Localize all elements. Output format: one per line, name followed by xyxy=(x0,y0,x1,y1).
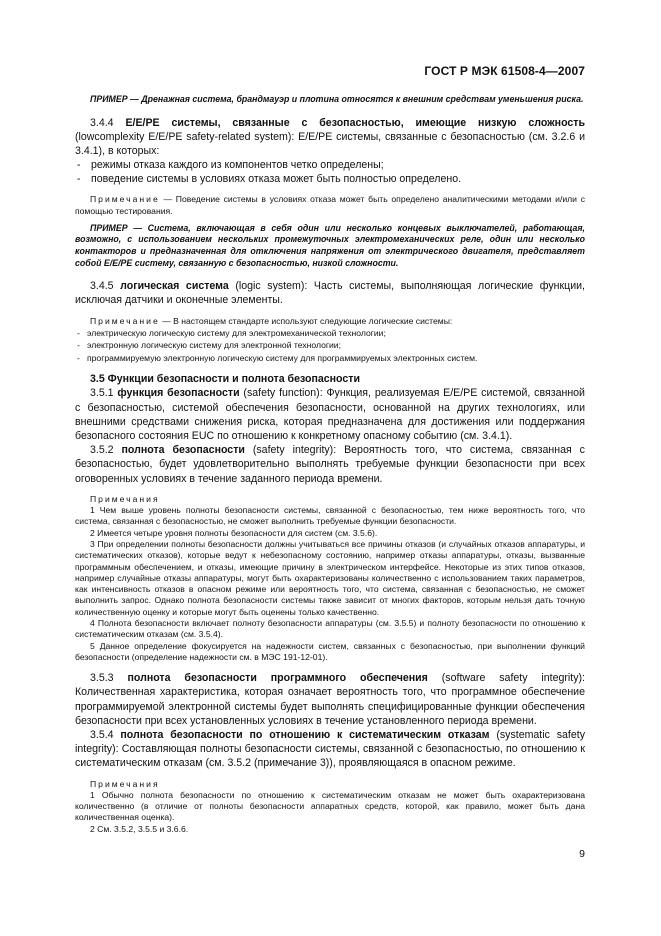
note-item: 2 См. 3.5.2, 3.5.5 и 3.6.6. xyxy=(90,823,189,834)
clause-3-5-2 xyxy=(75,443,585,486)
note-label: Примечание xyxy=(90,194,160,205)
page-content xyxy=(75,94,585,835)
note-label: Примечание xyxy=(90,315,160,326)
clause-3-4-4-list xyxy=(75,158,585,186)
note-item: 2 Имеется четыре уровня полноты безопасности для систем (см. 3.5.6). xyxy=(90,527,378,538)
logic-systems-list xyxy=(75,327,585,364)
clause-term: полнота безопасности по отношению к систематическим отказам xyxy=(120,728,490,741)
clause-3-4-4 xyxy=(75,116,585,159)
clause-text: (safety integrity): Вероятность того, что система, связанная с безопасностью, будет удовлетворительно выполнять требуемые функции безопасности при всех оговоренных условиях в течение заданного периода времени. xyxy=(75,444,585,485)
clause-text: (systematic safety integrity): Составляющая полноты безопасности системы, связанной с безопасностью, по отношению к систематическим отказам (см. 3.5.2 (примечание 3)), проявляющаяся в опасном режиме. xyxy=(75,728,585,770)
note-3-4-4 xyxy=(75,194,585,217)
notes-label xyxy=(75,494,585,505)
clause-term: логическая система xyxy=(120,280,229,293)
note-3-4-5 xyxy=(75,316,585,327)
list-item: - режимы отказа каждого из компонентов четко определены; xyxy=(77,158,585,172)
clause-term: E/E/PE системы, связанные с безопасностью, имеющие низкую сложность xyxy=(125,116,585,129)
clause-term: функция безопасности xyxy=(117,387,240,400)
standard-header: ГОСТ Р МЭК 61508-4—2007 xyxy=(424,64,585,78)
list-item: - электронную логическую систему для электронной технологии; xyxy=(77,339,585,351)
notes-label-text: Примечания xyxy=(90,778,160,789)
clause-text: (logic system): Часть системы, выполняющая логические функции, исключая датчики и оконечные элементы. xyxy=(75,280,585,307)
notes-label xyxy=(75,779,585,790)
list-item: - программируемую электронную логическую систему для программируемых электронных систем. xyxy=(77,352,585,364)
clause-term: полнота безопасности xyxy=(121,444,245,457)
note-text: — Поведение системы в условиях отказа может быть определено аналитическими методами и/или с помощью тестирования. xyxy=(75,194,585,216)
list-item: - поведение системы в условиях отказа может быть полностью определено. xyxy=(77,172,585,186)
note-item: 3 При определении полноты безопасности должны учитываться все причины отказов (и случайных отказов аппаратуры, и систематических отказов), которые ведут к небезопасному состоянию, например отказы аппаратуры, отказы, вызванные программным обеспечением, и отказы, имеющие причину в электрическом интерфейсе. Некоторые из этих типов отказов, например случайные отказы аппаратуры, могут быть охарактеризованы количественно с использованием таких параметров, как интенсивность отказов в опасном режиме или вероятность того, что система, связанная с безопасностью, не сможет выполнить запрос. Однако полнота безопасности системы также зависит от многих факторов, которым нельзя дать точную количественную оценку и которые могут быть оценены только качественно. xyxy=(75,538,585,617)
list-item: - электрическую логическую систему для электромеханической технологии; xyxy=(77,327,585,339)
clause-number: 3.5.1 xyxy=(90,387,114,400)
clause-3-5-1 xyxy=(75,386,585,443)
page-number: 9 xyxy=(579,848,585,860)
clause-number: 3.5.4 xyxy=(90,728,114,741)
example-drainage: ПРИМЕР — Дренажная система, брандмауэр и плотина относятся к внешним средствам уменьшения риска. xyxy=(90,94,584,104)
clause-3-4-5 xyxy=(75,279,585,307)
clause-text: (lowcomplexity E/E/PE safety-related system): E/E/PE системы, связанные с безопасностью (см. 3.2.6 и 3.4.1), в которых: xyxy=(75,130,585,157)
section-title: 3.5 Функции безопасности и полнота безопасности xyxy=(90,373,360,386)
clause-3-5-4 xyxy=(75,728,585,771)
clause-number: 3.5.3 xyxy=(90,672,114,685)
clause-text: (safety function): Функция, реализуемая E/E/PE системой, связанной с безопасностью, системой обеспечения безопасности, основанной на других технологиях, или внешними средствами снижения риска, которая предназначена для достижения или поддержания безопасного состояния EUC по отношению к конкретному опасному событию (см. 3.4.1). xyxy=(75,387,585,442)
example-limit-switch: ПРИМЕР — Система, включающая в себя один или несколько концевых выключателей, работающая, возможно, с использованием нескольких промежуточных электромеханических реле, один или несколько контакторов и предназначенная для отключения напряжения от электрического двигателя, представляет собой E/E/PE систему, связанную с безопасностью, низкой сложности. xyxy=(75,222,585,268)
clause-3-5-3 xyxy=(75,671,585,728)
section-3-5-title xyxy=(75,372,585,386)
note-item: 1 Чем выше уровень полноты безопасности системы, связанной с безопасностью, тем ниже вероятность того, что система, связанная с безопасностью, не сможет выполнить требуемые функции безопасности. xyxy=(75,505,585,527)
note-text: — В настоящем стандарте используют следующие логические системы: xyxy=(159,315,453,326)
clause-number: 3.5.2 xyxy=(90,444,114,457)
note-item: 5 Данное определение фокусируется на надежности систем, связанных с безопасностью, при выполнении функций безопасности (определение надежности см. в МЭС 191-12-01). xyxy=(75,640,585,662)
clause-text: (software safety integrity): Количественная характеристика, которая означает вероятность того, что программное обеспечение программируемой электронной системы будет выполнять специфицированные функции обеспечения безопасности при всех установленных условиях в течение установленного периода времени. xyxy=(75,672,585,727)
clause-number: 3.4.5 xyxy=(90,280,114,293)
note-item: 1 Обычно полнота безопасности по отношению к систематическим отказам не может быть охарактеризована количественно (в отличие от полноты безопасности аппаратных средств, которой, как правило, может быть дана количественная оценка). xyxy=(75,789,585,823)
notes-label-text: Примечания xyxy=(90,493,160,504)
clause-term: полнота безопасности программного обеспечения xyxy=(127,672,428,685)
clause-number: 3.4.4 xyxy=(90,116,114,129)
note-item: 4 Полнота безопасности включает полноту безопасности аппаратуры (см. 3.5.5) и полноту безопасности по отношению к систематическим отказам (см. 3.5.4). xyxy=(75,617,585,640)
